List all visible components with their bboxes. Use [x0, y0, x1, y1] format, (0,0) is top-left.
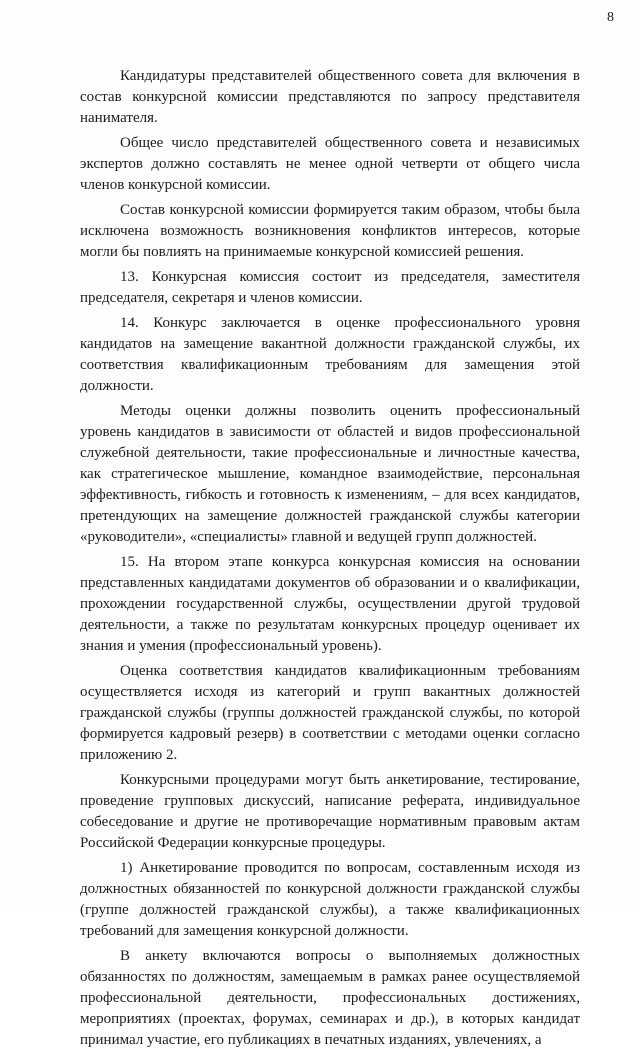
paragraph-questionnaire-contents: В анкету включаются вопросы о выполняемых должностных обязанностях по должностям, замещаемым в рамках ранее осуществляемой профессиональной деятельности, профессиональных достижениях, мероприятиях (проектах, форумах, семинарах и др.), в которых кандидат принимал участие, его публикациях в печатных изданиях, увлечениях, а: [80, 948, 580, 1048]
document-body: [80, 66, 580, 1055]
paragraph-qualification-assessment: Оценка соответствия кандидатов квалификационным требованиям осуществляется исходя из категорий и групп вакантных должностей гражданской службы (группы должностей гражданской службы, по которой формируется кадровый резерв) в соответствии с методами оценки согласно приложению 2.: [80, 663, 580, 763]
paragraph-conflict-of-interest: Состав конкурсной комиссии формируется таким образом, чтобы была исключена возможность возникновения конфликтов интересов, которые могли бы повлиять на принимаемые конкурсной комиссией решения.: [80, 202, 580, 260]
paragraph-questionnaire-item-1: 1) Анкетирование проводится по вопросам, составленным исходя из должностных обязанностей по конкурсной должности гражданской службы (группе должностей гражданской службы), а также квалификационных требований для замещения конкурсной должности.: [80, 860, 580, 939]
paragraph-item-13: 13. Конкурсная комиссия состоит из председателя, заместителя председателя, секретаря и членов комиссии.: [80, 269, 580, 306]
paragraph-representatives-nomination: Кандидатуры представителей общественного совета для включения в состав конкурсной комиссии представляются по запросу представителя нанимателя.: [80, 68, 580, 126]
paragraph-item-15: 15. На втором этапе конкурса конкурсная комиссия на основании представленных кандидатами документов об образовании и о квалификации, прохождении государственной службы, осуществлении другой трудовой деятельности, а также по результатам конкурсных процедур оценивает их знания и умения (профессиональный уровень).: [80, 554, 580, 654]
paragraph-item-14: 14. Конкурс заключается в оценке профессионального уровня кандидатов на замещение вакантной должности гражданской службы, их соответствия квалификационным требованиям для замещения этой должности.: [80, 315, 580, 394]
paragraph-assessment-methods: Методы оценки должны позволить оценить профессиональный уровень кандидатов в зависимости от областей и видов профессиональной служебной деятельности, такие профессиональные и личностные качества, как стратегическое мышление, командное взаимодействие, персональная эффективность, гибкость и готовность к изменениям, – для всех кандидатов, претендующих на замещение должностей гражданской службы категории «руководители», «специалисты» главной и ведущей групп должностей.: [80, 403, 580, 545]
page-number: 8: [607, 10, 614, 25]
paragraph-competition-procedures: Конкурсными процедурами могут быть анкетирование, тестирование, проведение групповых дискуссий, написание реферата, индивидуальное собеседование и другие не противоречащие нормативным правовым актам Российской Федерации конкурсные процедуры.: [80, 772, 580, 851]
paragraph-representatives-share: Общее число представителей общественного совета и независимых экспертов должно составлять не менее одной четверти от общего числа членов конкурсной комиссии.: [80, 135, 580, 193]
